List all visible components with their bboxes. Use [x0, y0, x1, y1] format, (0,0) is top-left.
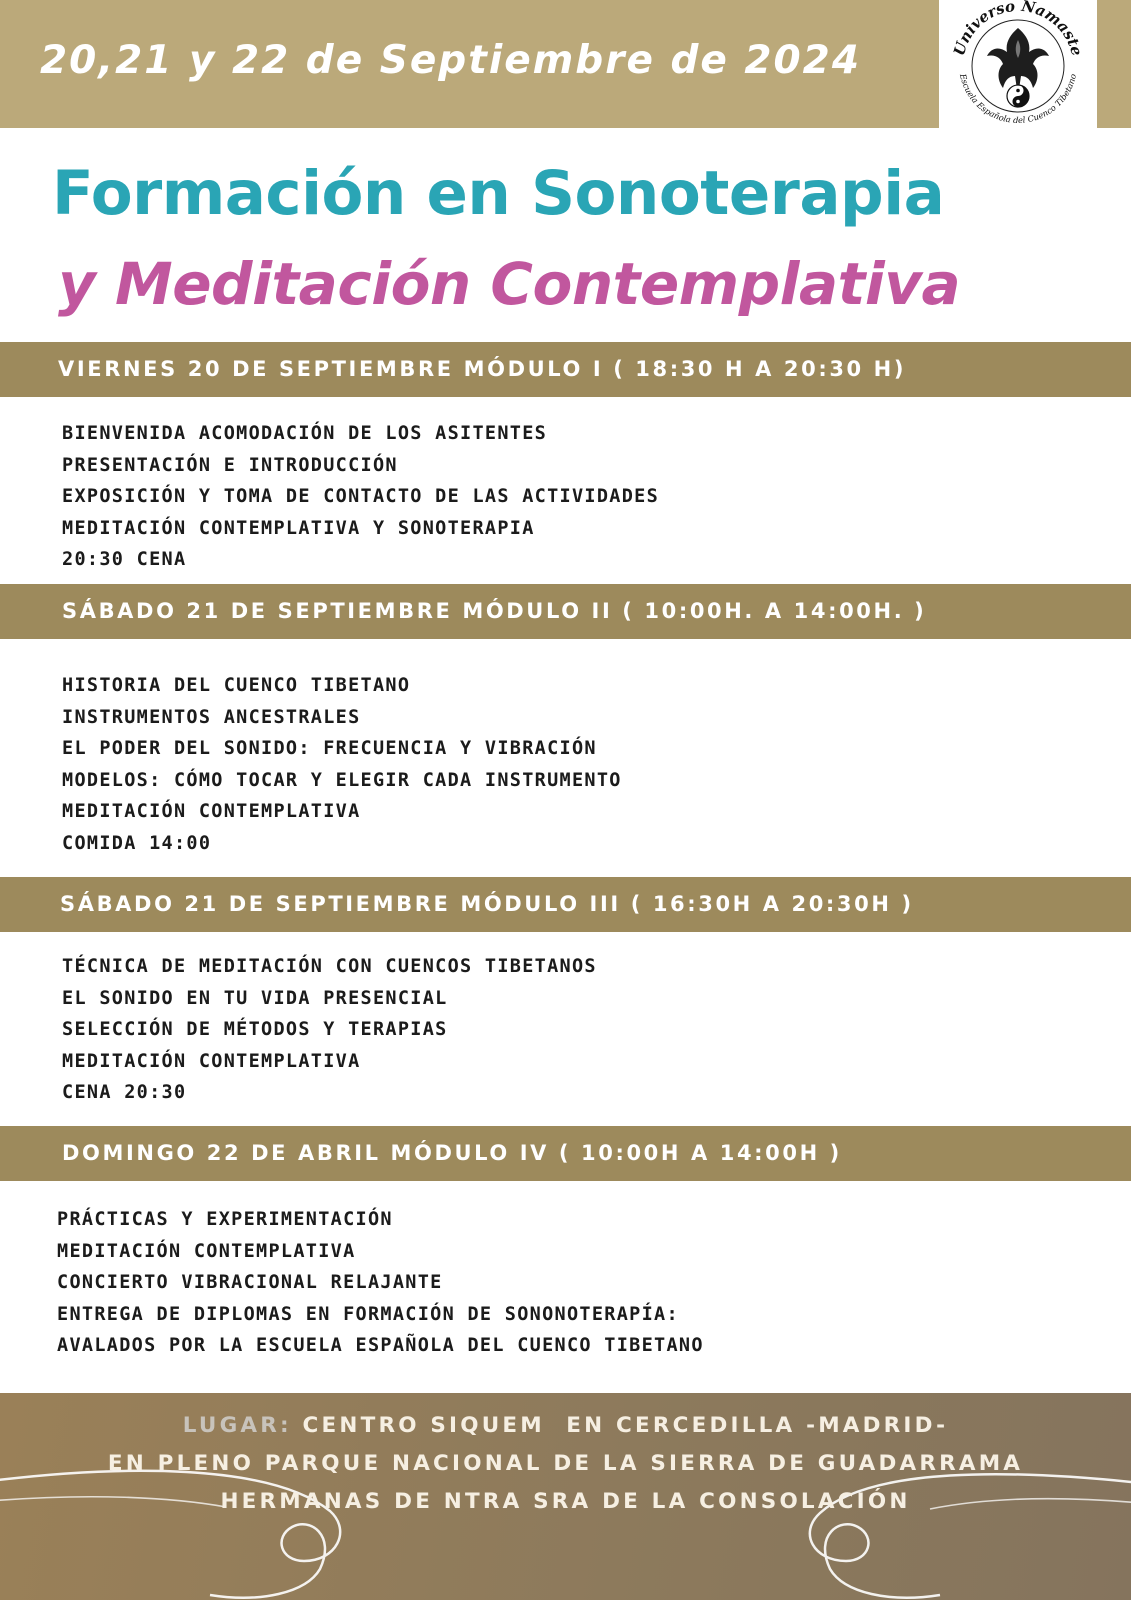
- venue-line-1: [0, 1413, 1131, 1438]
- module-heading: SÁBADO 21 DE SEPTIEMBRE MÓDULO II ( 10:00H. A 14:00H. ): [62, 599, 927, 623]
- list-item: CENA 20:30: [62, 1082, 187, 1103]
- module-heading: DOMINGO 22 DE ABRIL MÓDULO IV ( 10:00H A 14:00H ): [62, 1141, 842, 1165]
- list-item: INSTRUMENTOS ANCESTRALES: [62, 706, 361, 728]
- list-item: TÉCNICA DE MEDITACIÓN CON CUENCOS TIBETANOS: [62, 956, 597, 977]
- venue-line-2: EN PLENO PARQUE NACIONAL DE LA SIERRA DE GUADARRAMA: [107, 1451, 1024, 1476]
- list-item: MEDITACIÓN CONTEMPLATIVA Y SONOTERAPIA: [62, 517, 535, 539]
- venue-label: LUGAR:: [182, 1413, 292, 1438]
- list-item: SELECCIÓN DE MÉTODOS Y TERAPIAS: [62, 1019, 448, 1040]
- module-4-header: [0, 1126, 1131, 1181]
- list-item: MEDITACIÓN CONTEMPLATIVA: [57, 1240, 356, 1262]
- module-heading: SÁBADO 21 DE SEPTIEMBRE MÓDULO III ( 16:30H A 20:30H ): [60, 892, 914, 916]
- module-3-header: [0, 877, 1131, 932]
- list-item: PRÁCTICAS Y EXPERIMENTACIÓN: [57, 1209, 393, 1230]
- list-item: HISTORIA DEL CUENCO TIBETANO: [62, 675, 411, 696]
- list-item: 20:30 CENA: [62, 549, 187, 570]
- logo: [939, 0, 1097, 128]
- list-item: MEDITACIÓN CONTEMPLATIVA: [62, 1050, 361, 1072]
- venue-place: CENTRO SIQUEM EN CERCEDILLA -MADRID-: [302, 1413, 949, 1438]
- list-item: CONCIERTO VIBRACIONAL RELAJANTE: [57, 1272, 443, 1293]
- logo-top-text: Universo Namaste: [950, 0, 1086, 58]
- list-item: MODELOS: CÓMO TOCAR Y ELEGIR CADA INSTRUMENTO: [62, 769, 622, 791]
- module-2-items: [62, 670, 622, 859]
- module-4-items: [57, 1204, 704, 1362]
- list-item: MEDITACIÓN CONTEMPLATIVA: [62, 801, 361, 822]
- title-line-2: y Meditación Contemplativa: [58, 250, 961, 318]
- event-dates: 20,21 y 22 de Septiembre de 2024: [40, 38, 861, 83]
- module-1-items: [62, 418, 659, 576]
- module-2-header: [0, 584, 1131, 639]
- list-item: PRESENTACIÓN E INTRODUCCIÓN: [62, 454, 398, 476]
- venue-line-3: HERMANAS DE NTRA SRA DE LA CONSOLACIÓN: [220, 1489, 911, 1514]
- list-item: BIENVENIDA ACOMODACIÓN DE LOS ASITENTES: [62, 423, 548, 444]
- list-item: EL PODER DEL SONIDO: FRECUENCIA Y VIBRACIÓN: [62, 738, 597, 759]
- module-heading: VIERNES 20 DE SEPTIEMBRE MÓDULO I ( 18:30 H A 20:30 H): [58, 357, 907, 381]
- dragon-yin-yang-icon: [939, 0, 1097, 128]
- list-item: ENTREGA DE DIPLOMAS EN FORMACIÓN DE SONONOTERAPÍA:: [57, 1303, 679, 1325]
- logo-bottom-text: Escuela Española del Cuenco Tibetano: [957, 72, 1079, 126]
- module-1-header: [0, 342, 1131, 397]
- list-item: COMIDA 14:00: [62, 832, 212, 854]
- list-item: EXPOSICIÓN Y TOMA DE CONTACTO DE LAS ACTIVIDADES: [62, 486, 660, 507]
- list-item: EL SONIDO EN TU VIDA PRESENCIAL: [62, 987, 448, 1009]
- venue-footer: [0, 1393, 1131, 1600]
- title-line-1: Formación en Sonoterapia: [52, 158, 945, 229]
- list-item: AVALADOS POR LA ESCUELA ESPAÑOLA DEL CUENCO TIBETANO: [57, 1335, 704, 1356]
- module-3-items: [62, 951, 597, 1109]
